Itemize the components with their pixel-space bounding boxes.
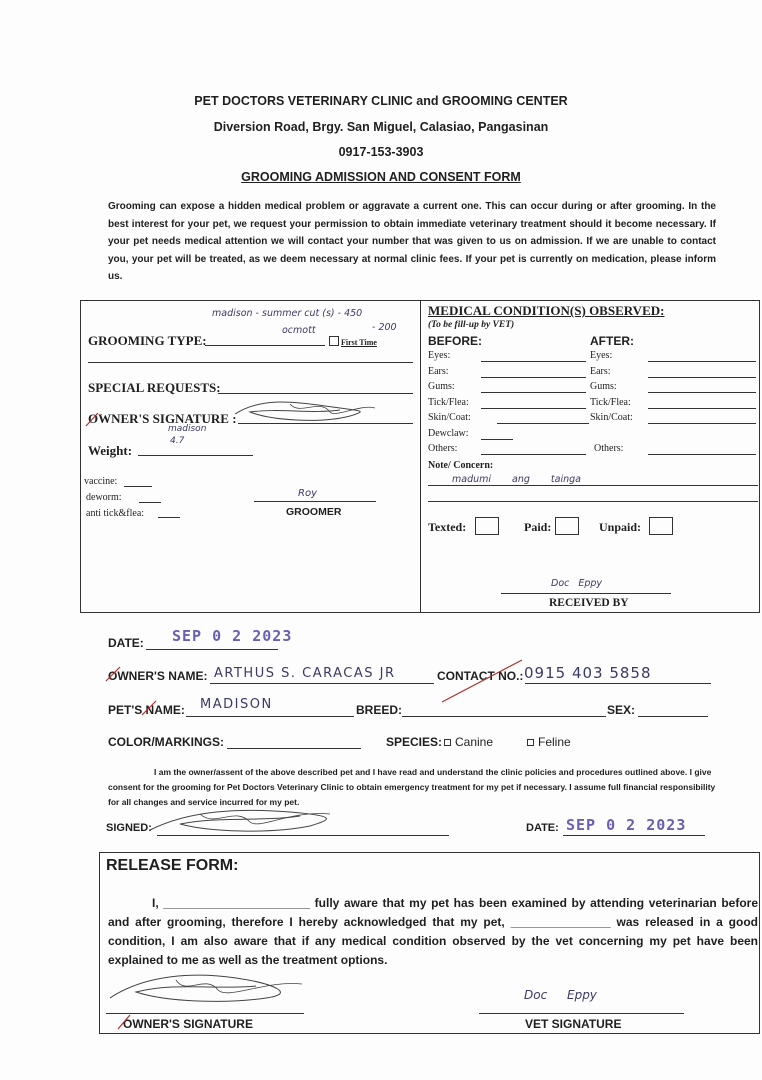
after-row-line[interactable]: [648, 361, 756, 362]
release-vet-signature-label: VET SIGNATURE: [525, 1017, 622, 1031]
received-by-name: Doc Eppy: [551, 578, 603, 589]
pet-name-check-mark: [140, 698, 160, 718]
paid-label: Paid:: [524, 520, 552, 534]
special-requests-line[interactable]: [218, 393, 413, 394]
release-owner-signature-scribble: [106, 968, 306, 1012]
canine-checkbox[interactable]: [444, 739, 451, 746]
grooming-note-1: madison - summer cut (s) - 450: [212, 308, 363, 319]
owner-name-label: OWNER'S NAME:: [108, 669, 208, 683]
form-title: GROOMING ADMISSION AND CONSENT FORM: [241, 170, 521, 184]
before-row-label: Ears:: [428, 365, 449, 377]
release-owner-check-mark: [116, 1012, 136, 1032]
vaccine-line[interactable]: [124, 486, 152, 487]
feline-label: Feline: [538, 735, 571, 749]
panel-divider: [420, 300, 421, 613]
grooming-type-line: [205, 345, 325, 346]
vet-fill-note: (To be fill-up by VET): [428, 320, 515, 330]
before-row-label: Gums:: [428, 381, 455, 392]
owner-signed-scribble: [140, 800, 340, 840]
consent-text: I am the owner/assent of the above described pet and I have read and understand the clinic policies and procedures outlined above. I give consent for the grooming for Pet Doctors Veterinary Clinic to obtain emergency treatment for my pet if necessary. I assume full financial responsibility for all changes and service incurred for my pet.: [108, 767, 716, 807]
anti-tick-line[interactable]: [158, 517, 180, 518]
note-line-2[interactable]: [428, 501, 758, 502]
color-markings-line[interactable]: [227, 748, 361, 749]
deworm-line[interactable]: [139, 502, 161, 503]
received-by-label: RECEIVED BY: [549, 597, 629, 609]
before-row-line[interactable]: [481, 439, 513, 440]
after-row-label: Tick/Flea:: [590, 396, 631, 408]
after-row-line[interactable]: [648, 454, 756, 455]
after-row-label: Skin/Coat:: [590, 412, 633, 423]
after-row-line[interactable]: [648, 377, 756, 378]
owner-name-value: ARTHUS S. CARACAS JR: [214, 666, 396, 681]
release-title: RELEASE FORM:: [106, 857, 239, 874]
special-requests-label: SPECIAL REQUESTS:: [88, 380, 221, 395]
unpaid-label: Unpaid:: [599, 520, 642, 534]
groomer-label: GROOMER: [286, 506, 342, 518]
contact-check-mark: [440, 658, 524, 704]
release-vet-signature-line[interactable]: [479, 1013, 684, 1014]
groomer-name: Roy: [298, 488, 317, 499]
breed-label: BREED:: [356, 703, 403, 717]
before-row-label: Skin/Coat:: [428, 412, 471, 423]
received-by-line: [501, 593, 671, 594]
date2-line[interactable]: [563, 835, 705, 836]
before-row-line[interactable]: [497, 423, 589, 424]
paid-checkbox[interactable]: [555, 517, 579, 535]
medical-condition-title: MEDICAL CONDITION(S) OBSERVED:: [428, 303, 665, 318]
before-row-label: Dewclaw:: [428, 427, 469, 439]
date-stamp: SEP 0 2 2023: [172, 627, 293, 645]
before-row-label: Tick/Flea:: [428, 396, 469, 408]
after-row-label: Gums:: [590, 381, 617, 392]
grooming-type-label: GROOMING TYPE:: [88, 333, 207, 348]
sex-line[interactable]: [638, 716, 708, 717]
color-markings-label: COLOR/MARKINGS:: [108, 735, 224, 749]
vaccine-label: vaccine:: [84, 476, 118, 487]
intro-paragraph: Grooming can expose a hidden medical problem or aggravate a current one. This can occur during or after grooming. In the best interest for your pet, we request your permission to obtain immediate veterinary treatment should it become necessary. If your pet needs medical attention we will contact your number that was given to us on admission. If we are unable to contact you, your pet will be treated, as we deem necessary at normal clinic fees. If your pet is currently on medication, please inform us.: [108, 201, 716, 282]
clinic-address: Diversion Road, Brgy. San Miguel, Calasiao, Pangasinan: [213, 120, 549, 134]
texted-label: Texted:: [428, 520, 467, 534]
pet-name-value: MADISON: [200, 697, 273, 712]
owner-signature-scribble: [230, 396, 380, 426]
canine-label: Canine: [455, 735, 494, 749]
clinic-phone: 0917-153-3903: [338, 145, 424, 159]
note-concern-label: Note/ Concern:: [428, 460, 494, 471]
before-row-line[interactable]: [481, 408, 586, 409]
after-row-line[interactable]: [648, 408, 756, 409]
owner-name-line[interactable]: [210, 683, 434, 684]
texted-checkbox[interactable]: [475, 517, 499, 535]
owner-signature-check-mark: [84, 410, 104, 430]
after-row-label: Eyes:: [590, 350, 613, 361]
before-row-label: Others:: [428, 443, 458, 454]
signed-label: SIGNED:: [106, 822, 152, 834]
note-concern-value: madumi ang tainga: [452, 474, 581, 485]
owner-name-check-mark: [104, 664, 124, 684]
first-time-label: First Time: [341, 338, 377, 347]
grooming-note-3: - 200: [372, 322, 397, 333]
breed-line[interactable]: [402, 716, 606, 717]
clinic-name: PET DOCTORS VETERINARY CLINIC and GROOMING CENTER: [194, 94, 568, 108]
first-time-checkbox[interactable]: [329, 336, 339, 346]
weight-line[interactable]: [138, 455, 253, 456]
deworm-label: deworm:: [86, 492, 122, 503]
release-text: I, ______________________ fully aware that my pet has been examined by attending veterinarian before and after grooming, therefore I hereby acknowledged that my pet, _______________ was released in a good condition, I am also aware that if any medical condition observed by the vet concerning my pet have been explained to me as well as the treatment options.: [108, 896, 758, 967]
before-label: BEFORE:: [428, 334, 482, 348]
contact-label: CONTACT NO.:: [437, 669, 524, 683]
after-row-line[interactable]: [648, 423, 756, 424]
pet-name-line[interactable]: [186, 716, 354, 717]
before-row-label: Eyes:: [428, 350, 451, 361]
after-label: AFTER:: [590, 334, 634, 348]
sex-label: SEX:: [607, 703, 636, 717]
weight-note-name: madison: [168, 424, 207, 434]
date2-label: DATE:: [526, 822, 559, 834]
grooming-note-2: ocmott: [282, 325, 316, 336]
release-owner-signature-label: OWNER'S SIGNATURE: [123, 1017, 253, 1031]
unpaid-checkbox[interactable]: [649, 517, 673, 535]
anti-tick-label: anti tick&flea:: [86, 508, 145, 519]
feline-checkbox[interactable]: [527, 739, 534, 746]
groomer-line: [254, 501, 376, 502]
before-row-line[interactable]: [481, 392, 586, 393]
release-vet-signature-name: Doc Eppy: [524, 988, 597, 1002]
species-label: SPECIES:: [386, 735, 443, 749]
date2-stamp: SEP 0 2 2023: [566, 816, 687, 834]
before-row-line[interactable]: [481, 361, 586, 362]
after-row-label: Ears:: [590, 365, 611, 377]
grooming-extra-line: [88, 362, 413, 363]
contact-line[interactable]: [525, 683, 711, 684]
note-line-1[interactable]: [428, 485, 758, 486]
weight-label: Weight:: [88, 443, 133, 458]
after-row-line[interactable]: [648, 392, 756, 393]
pet-name-label: PET'S NAME:: [108, 703, 185, 717]
owner-signature-label: OWNER'S SIGNATURE :: [88, 411, 237, 426]
contact-value: 0915 403 5858: [524, 664, 652, 682]
date-label: DATE:: [108, 636, 144, 650]
before-row-line[interactable]: [481, 377, 586, 378]
after-row-label: Others:: [594, 443, 624, 454]
weight-value: 4.7: [170, 436, 185, 446]
date-line[interactable]: [146, 649, 278, 650]
before-row-line[interactable]: [481, 454, 586, 455]
